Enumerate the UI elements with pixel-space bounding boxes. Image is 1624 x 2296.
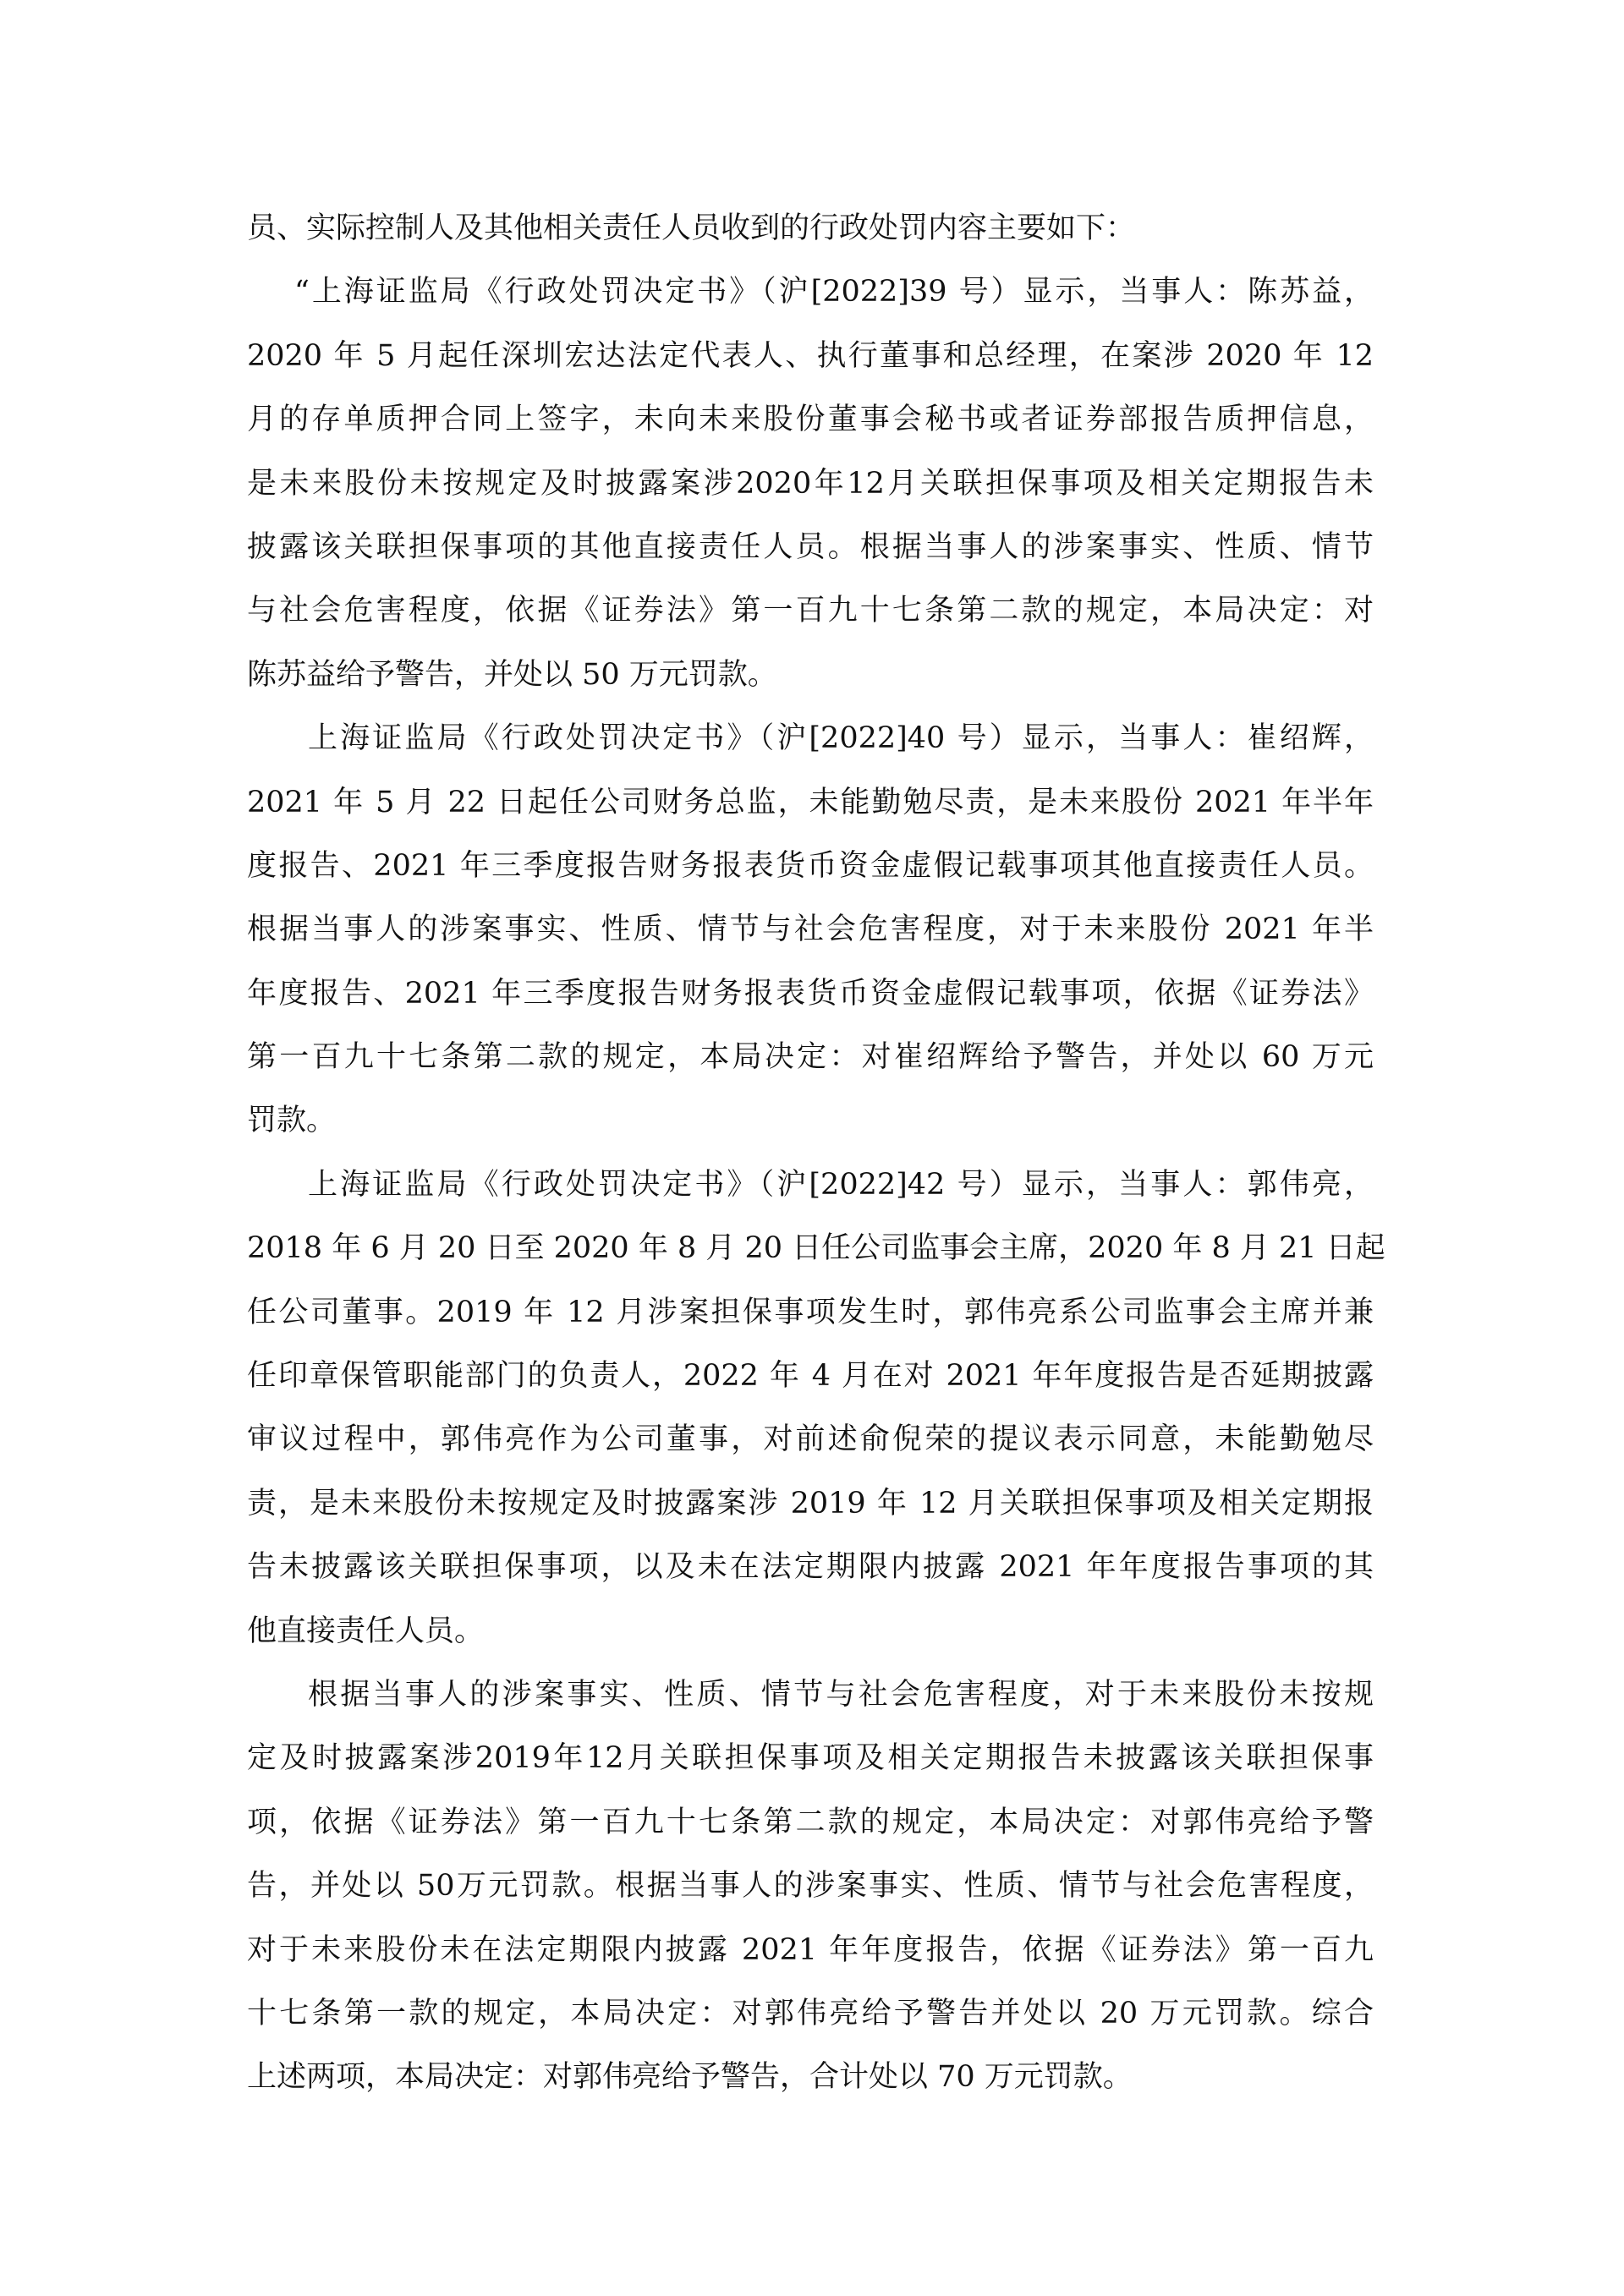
text-line: 年度报告、2021 年三季度报告财务报表货币资金虚假记载事项，依据《证券法》 xyxy=(247,976,1374,1011)
text-line: 罚款。 xyxy=(247,1104,337,1138)
paragraph-decision-40 xyxy=(247,707,1374,1153)
text-line: 他直接责任人员。 xyxy=(247,1614,485,1648)
text-line: 任公司董事。2019 年 12 月涉案担保事项发生时，郭伟亮系公司监事会主席并兼 xyxy=(247,1295,1374,1329)
paragraph-decision-39 xyxy=(247,260,1374,707)
text-line: 任印章保管职能部门的负责人，2022 年 4 月在对 2021 年年度报告是否延期披露 xyxy=(247,1359,1374,1394)
text-line: 对于未来股份未在法定期限内披露 2021 年年度报告，依据《证券法》第一百九 xyxy=(247,1932,1374,1967)
text-line: 2020 年 5 月起任深圳宏达法定代表人、执行董事和总经理，在案涉 2020 年 12 xyxy=(247,338,1374,373)
text-line: 陈苏益给予警告，并处以 50 万元罚款。 xyxy=(247,657,777,692)
document-body xyxy=(247,197,1385,2110)
text-line: 根据当事人的涉案事实、性质、情节与社会危害程度，对于未来股份未按规 xyxy=(308,1677,1374,1712)
text-line: “上海证监局《行政处罚决定书》（沪[2022]39 号）显示，当事人：陈苏益， xyxy=(294,275,1374,310)
text-line: 2018 年 6 月 20 日至 2020 年 8 月 20 日任公司监事会主席，2020 年 8 月 21 日起 xyxy=(247,1231,1385,1266)
text-line: 根据当事人的涉案事实、性质、情节与社会危害程度，对于未来股份 2021 年半 xyxy=(247,912,1374,947)
text-line: 项，依据《证券法》第一百九十七条第二款的规定，本局决定：对郭伟亮给予警 xyxy=(247,1805,1374,1839)
text-line: 与社会危害程度，依据《证券法》第一百九十七条第二款的规定，本局决定：对 xyxy=(247,594,1374,628)
text-line: 上海证监局《行政处罚决定书》（沪[2022]42 号）显示，当事人：郭伟亮， xyxy=(308,1167,1374,1202)
text-line: 2021 年 5 月 22 日起任公司财务总监，未能勤勉尽责，是未来股份 2021 年半年 xyxy=(247,785,1374,819)
paragraph-decision-42-penalty xyxy=(247,1663,1374,2110)
text-line: 披露该关联担保事项的其他直接责任人员。根据当事人的涉案事实、性质、情节 xyxy=(247,529,1374,564)
text-line: 告，并处以 50万元罚款。根据当事人的涉案事实、性质、情节与社会危害程度， xyxy=(247,1869,1374,1904)
paragraph-decision-42 xyxy=(247,1153,1385,1663)
text-line: 第一百九十七条第二款的规定，本局决定：对崔绍辉给予警告，并处以 60 万元 xyxy=(247,1040,1374,1075)
text-line: 告未披露该关联担保事项，以及未在法定期限内披露 2021 年年度报告事项的其 xyxy=(247,1550,1374,1585)
text-line: 月的存单质押合同上签字，未向未来股份董事会秘书或者证券部报告质押信息， xyxy=(247,403,1374,437)
text-line: 上述两项，本局决定：对郭伟亮给予警告，合计处以 70 万元罚款。 xyxy=(247,2060,1133,2095)
text-line: 员、实际控制人及其他相关责任人员收到的行政处罚内容主要如下： xyxy=(247,211,1136,245)
text-line: 审议过程中，郭伟亮作为公司董事，对前述俞倪荣的提议表示同意，未能勤勉尽 xyxy=(247,1422,1374,1457)
paragraph-intro xyxy=(247,197,1374,260)
text-line: 定及时披露案涉2019年12月关联担保事项及相关定期报告未披露该关联担保事 xyxy=(247,1741,1374,1776)
text-line: 度报告、2021 年三季度报告财务报表货币资金虚假记载事项其他直接责任人员。 xyxy=(247,848,1374,883)
text-line: 十七条第一款的规定，本局决定：对郭伟亮给予警告并处以 20 万元罚款。综合 xyxy=(247,1996,1374,2030)
text-line: 责，是未来股份未按规定及时披露案涉 2019 年 12 月关联担保事项及相关定期报 xyxy=(247,1486,1374,1521)
text-line: 上海证监局《行政处罚决定书》（沪[2022]40 号）显示，当事人：崔绍辉， xyxy=(308,721,1374,756)
text-line: 是未来股份未按规定及时披露案涉2020年12月关联担保事项及相关定期报告未 xyxy=(247,466,1374,501)
